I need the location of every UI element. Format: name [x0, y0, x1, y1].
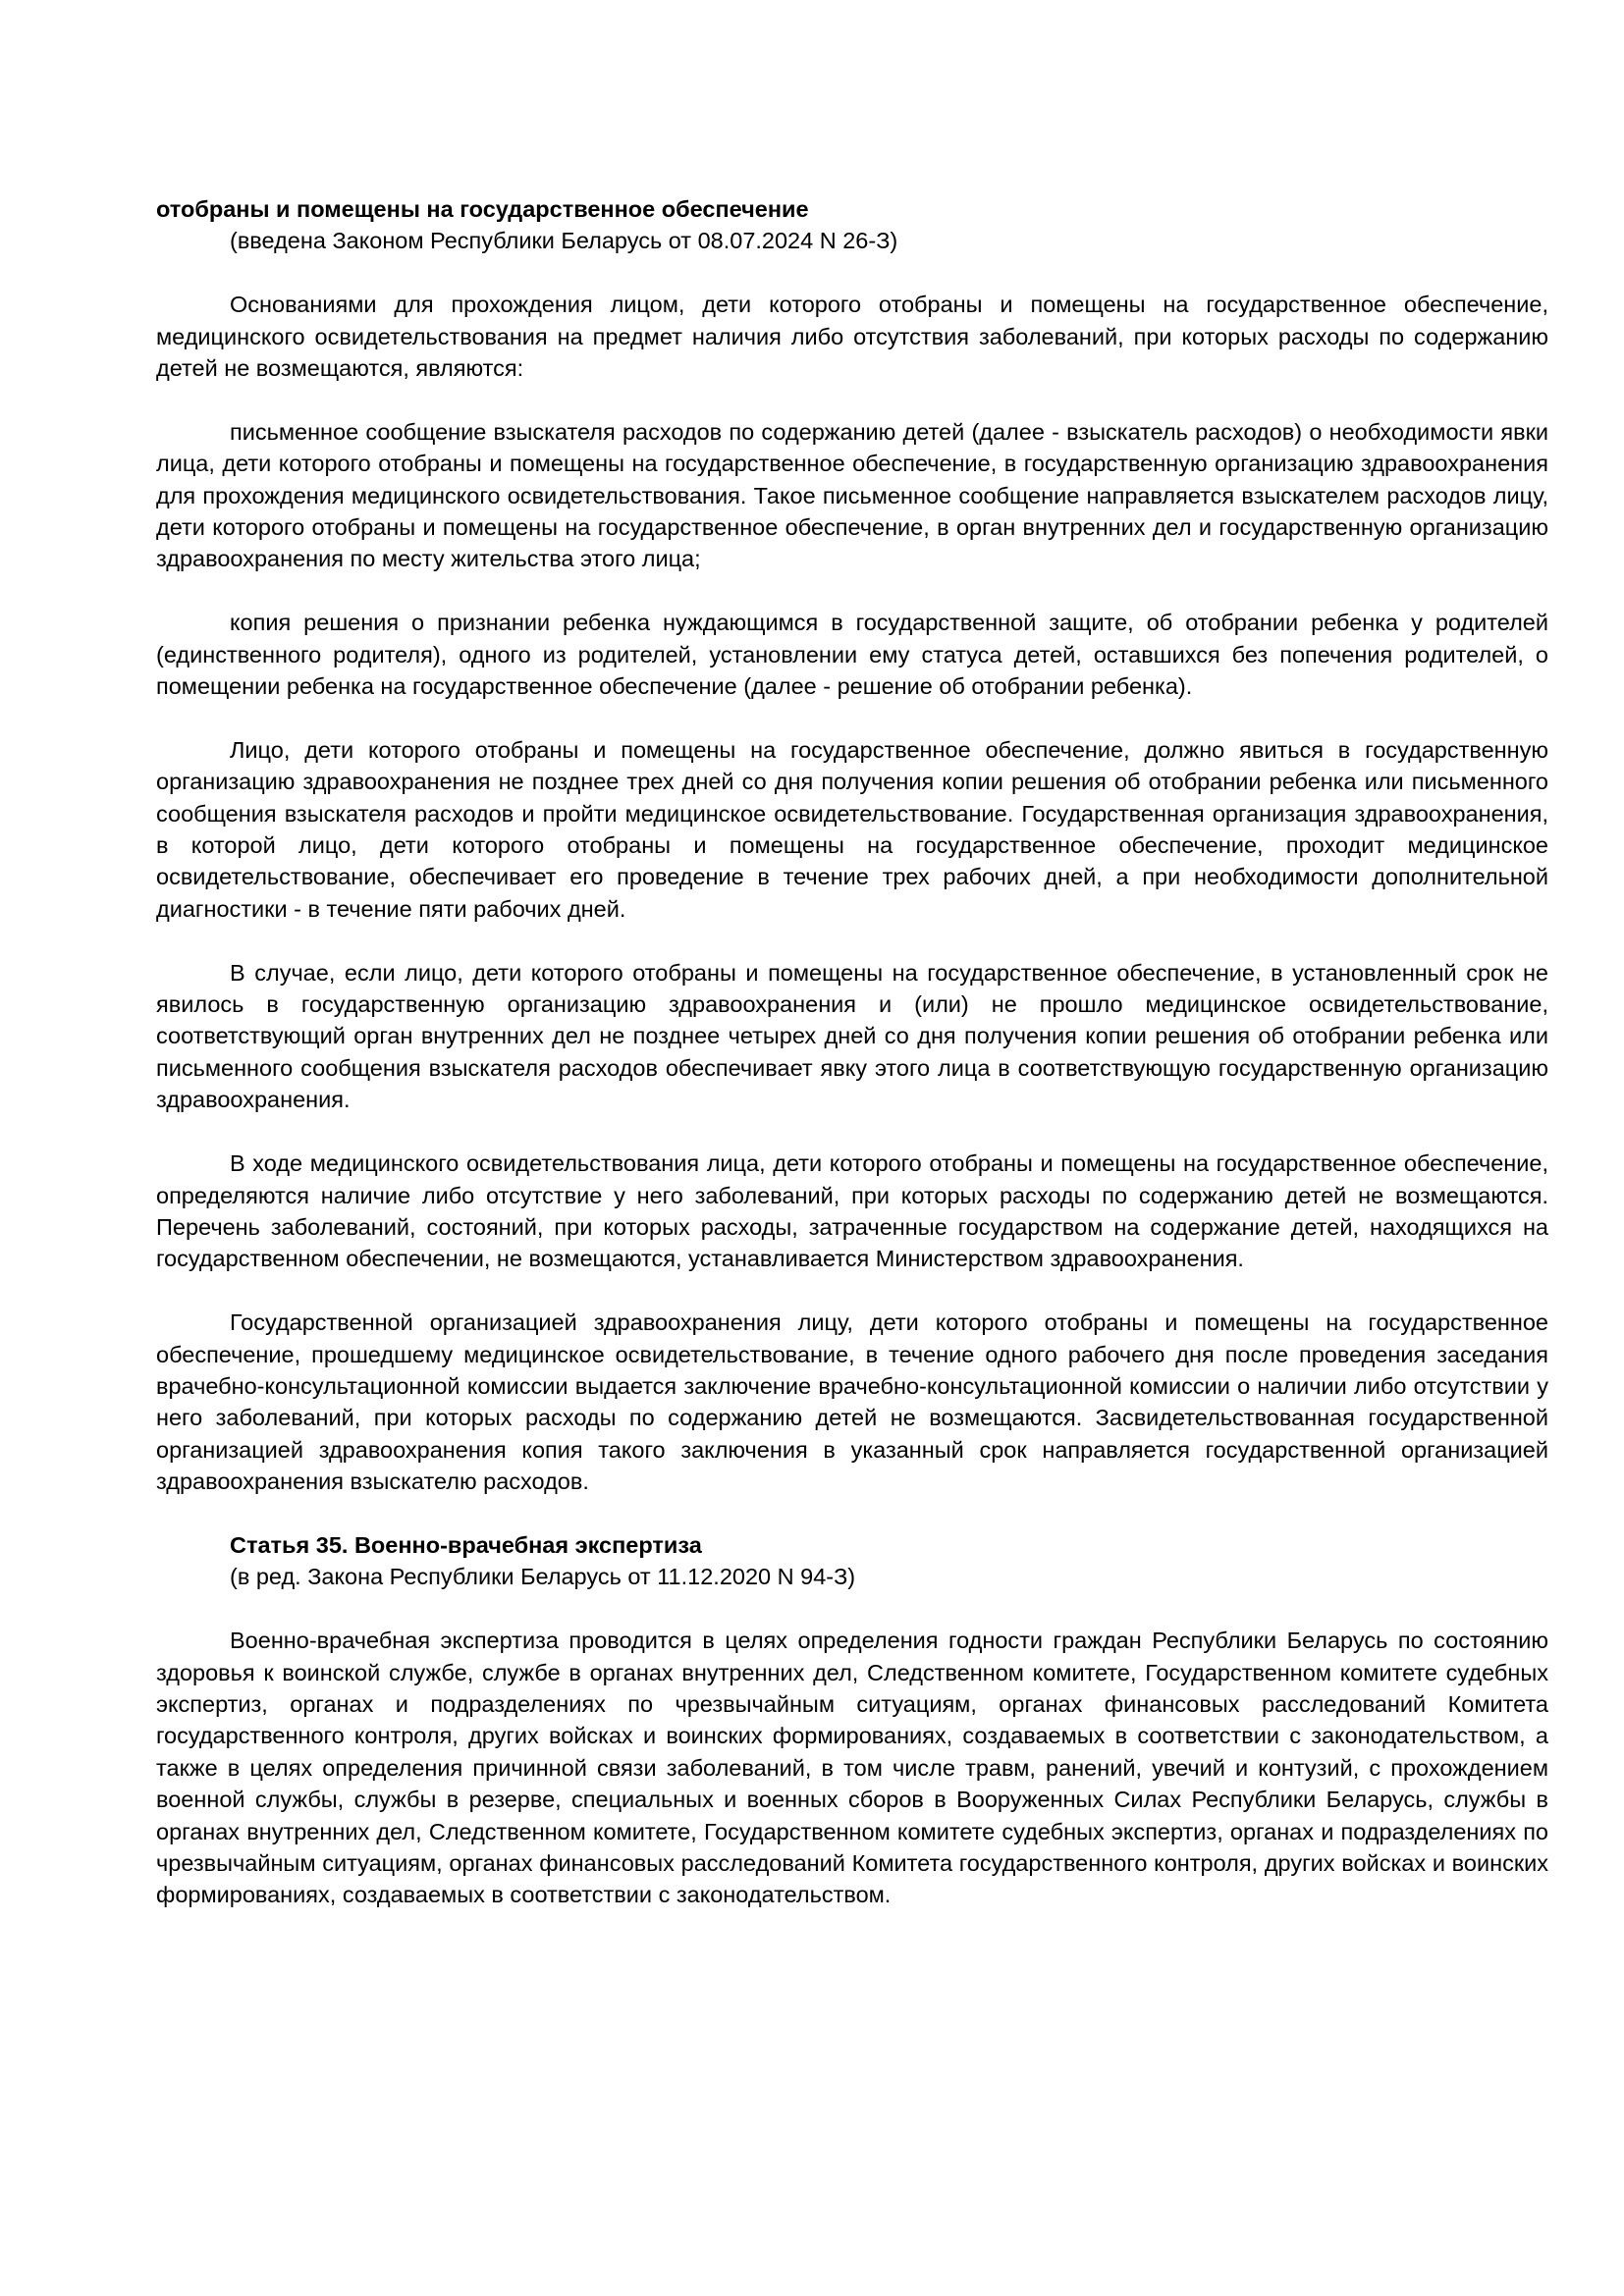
section-heading: отобраны и помещены на государственное обеспечение — [156, 196, 809, 222]
article-amendment-note: (в ред. Закона Республики Беларусь от 11.12.2020 N 94-З) — [230, 1564, 856, 1590]
paragraph-non-appearance: В случае, если лицо, дети которого отобраны и помещены на государственное обеспечение, в установленный срок не явилось в государственную организацию здравоохранения и (или) не прошло медицинское освидетельствование, соответствующий орган внутренних дел не позднее четырех дней со дня получения копии решения об отобрании ребенка или письменного сообщения взыскателя расходов обеспечивает явку этого лица в соответствующую государственную организацию здравоохранения. — [156, 959, 1548, 1113]
paragraph-written-notice: письменное сообщение взыскателя расходов по содержанию детей (далее - взыскатель расходов) о необходимости явки лица, дети которого отобраны и помещены на государственное обеспечение, в государственную организацию здравоохранения для прохождения медицинского освидетельствования. Такое письменное сообщение направляется взыскателем расходов лицу, дети которого отобраны и помещены на государственное обеспечение, в орган внутренних дел и государственную организацию здравоохранения по месту жительства этого лица; — [156, 418, 1548, 572]
paragraph-examination-scope: В ходе медицинского освидетельствования лица, дети которого отобраны и помещены на государственное обеспечение, определяются наличие либо отсутствие у него заболеваний, при которых расходы по содержанию детей не возмещаются. Перечень заболеваний, состояний, при которых расходы, затраченные государством на содержание детей, находящихся на государственном обеспечении, не возмещаются, устанавливается Министерством здравоохранения. — [156, 1150, 1548, 1272]
document-page — [156, 193, 1548, 1911]
paragraph-grounds: Основаниями для прохождения лицом, дети которого отобраны и помещены на государственное обеспечение, медицинского освидетельствования на предмет наличия либо отсутствия заболеваний, при которых расходы по содержанию детей не возмещаются, являются: — [156, 292, 1548, 382]
paragraph-conclusion-issuance: Государственной организацией здравоохранения лицу, дети которого отобраны и помещены на государственное обеспечение, прошедшему медицинское освидетельствование, в течение одного рабочего дня после проведения заседания врачебно-консультационной комиссии выдается заключение врачебно-консультационной комиссии о наличии либо отсутствии у него заболеваний, при которых расходы по содержанию детей не возмещаются. Засвидетельствованная государственной организацией здравоохранения копия такого заключения в указанный срок направляется государственной организацией здравоохранения взыскателю расходов. — [156, 1309, 1548, 1495]
paragraph-military-medical-expertise: Военно-врачебная экспертиза проводится в целях определения годности граждан Республики Беларусь по состоянию здоровья к воинской службе, службе в органах внутренних дел, Следственном комитете, Государственном комитете судебных экспертиз, органах и подразделениях по чрезвычайным ситуациям, органах финансовых расследований Комитета государственного контроля, других войсках и воинских формированиях, создаваемых в соответствии с законодательством, а также в целях определения причинной связи заболеваний, в том числе травм, ранений, увечий и контузий, с прохождением военной службы, службы в резерве, специальных и военных сборов в Вооруженных Силах Республики Беларусь, службы в органах внутренних дел, Следственном комитете, Государственном комитете судебных экспертиз, органах и подразделениях по чрезвычайным ситуациям, органах финансовых расследований Комитета государственного контроля, других войсках и воинских формированиях, создаваемых в соответствии с законодательством. — [156, 1628, 1548, 1908]
paragraph-appearance-deadline: Лицо, дети которого отобраны и помещены на государственное обеспечение, должно явиться в государственную организацию здравоохранения не позднее трех дней со дня получения копии решения об отобрании ребенка или письменного сообщения взыскателя расходов и пройти медицинское освидетельствование. Государственная организация здравоохранения, в которой лицо, дети которого отобраны и помещены на государственное обеспечение, проходит медицинское освидетельствование, обеспечивает его проведение в течение трех рабочих дней, а при необходимости дополнительной диагностики - в течение пяти рабочих дней. — [156, 736, 1548, 922]
article-heading: Статья 35. Военно-врачебная экспертиза — [230, 1531, 702, 1558]
section-amendment-note: (введена Законом Республики Беларусь от 08.07.2024 N 26-З) — [230, 228, 898, 254]
paragraph-decision-copy: копия решения о признании ребенка нуждающимся в государственной защите, об отобрании ребенка у родителей (единственного родителя), одного из родителей, установлении ему статуса детей, оставшихся без попечения родителей, о помещении ребенка на государственное обеспечение (далее - решение об отобрании ребенка). — [156, 610, 1548, 700]
